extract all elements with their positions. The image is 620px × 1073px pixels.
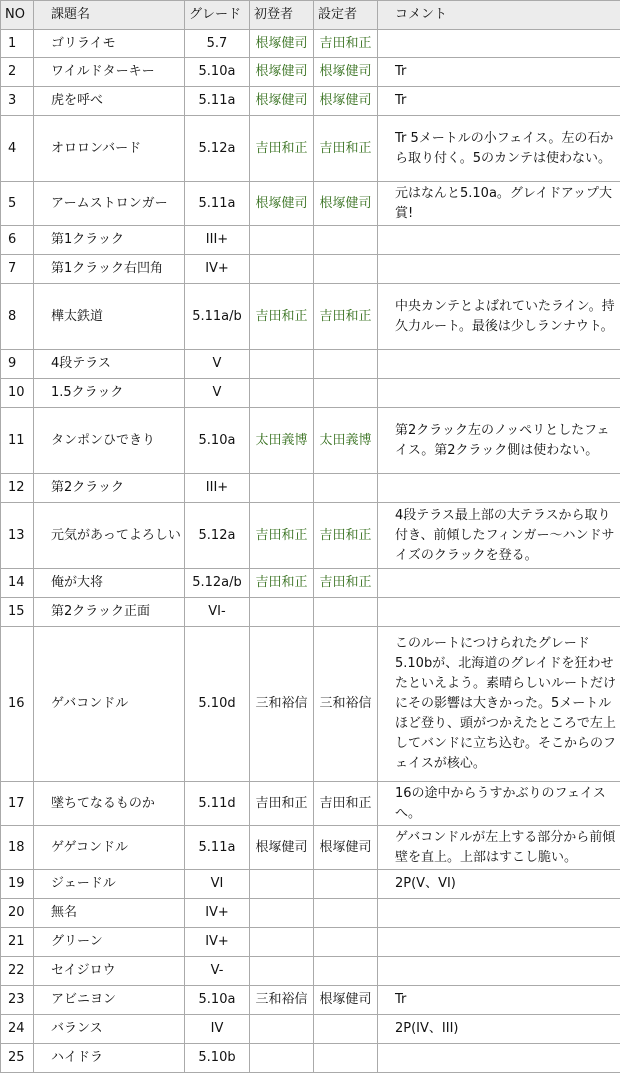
- route-name: バランス: [34, 1015, 185, 1044]
- route-grade: V: [185, 379, 250, 408]
- first-ascent: 吉田和正: [250, 782, 314, 826]
- first-ascent: [250, 1044, 314, 1073]
- table-row: [1, 474, 620, 503]
- route-name: タンポンひできり: [34, 408, 185, 474]
- route-grade: 5.11a: [185, 87, 250, 116]
- route-name: アビニヨン: [34, 986, 185, 1015]
- route-name: 第1クラック: [34, 226, 185, 255]
- route-number: 11: [1, 408, 34, 474]
- route-number: 19: [1, 870, 34, 899]
- route-number: 10: [1, 379, 34, 408]
- route-grade: III+: [185, 474, 250, 503]
- route-comment: [378, 1044, 620, 1073]
- route-comment: 第2クラック左のノッペリとしたフェイス。第2クラック側は使わない。: [378, 408, 620, 474]
- first-ascent: 根塚健司: [250, 182, 314, 226]
- route-number: 3: [1, 87, 34, 116]
- route-name: ゴリライモ: [34, 30, 185, 58]
- route-setter: 根塚健司: [314, 58, 378, 87]
- route-comment: [378, 255, 620, 284]
- route-name: 4段テラス: [34, 350, 185, 379]
- route-setter: [314, 255, 378, 284]
- route-comment: Tr: [378, 986, 620, 1015]
- route-setter: 吉田和正: [314, 782, 378, 826]
- route-comment: [378, 569, 620, 598]
- route-number: 7: [1, 255, 34, 284]
- table-row: [1, 928, 620, 957]
- table-row: [1, 284, 620, 350]
- route-comment: [378, 598, 620, 627]
- route-comment: [378, 899, 620, 928]
- route-grade: 5.12a: [185, 116, 250, 182]
- route-number: 17: [1, 782, 34, 826]
- first-ascent: 三和裕信: [250, 627, 314, 782]
- route-number: 24: [1, 1015, 34, 1044]
- route-number: 14: [1, 569, 34, 598]
- route-comment: [378, 957, 620, 986]
- table-row: [1, 782, 620, 826]
- route-name: セイジロウ: [34, 957, 185, 986]
- route-number: 22: [1, 957, 34, 986]
- route-setter: 吉田和正: [314, 284, 378, 350]
- route-number: 13: [1, 503, 34, 569]
- first-ascent: [250, 1015, 314, 1044]
- route-setter: [314, 957, 378, 986]
- route-grade: 5.10a: [185, 58, 250, 87]
- first-ascent: [250, 899, 314, 928]
- route-setter: [314, 1044, 378, 1073]
- route-number: 12: [1, 474, 34, 503]
- route-name: 第1クラック右凹角: [34, 255, 185, 284]
- route-grade: 5.11a: [185, 182, 250, 226]
- route-comment: [378, 474, 620, 503]
- route-number: 16: [1, 627, 34, 782]
- route-number: 25: [1, 1044, 34, 1073]
- route-setter: 吉田和正: [314, 503, 378, 569]
- route-number: 18: [1, 826, 34, 870]
- first-ascent: 太田義博: [250, 408, 314, 474]
- route-number: 5: [1, 182, 34, 226]
- route-name: 俺が大将: [34, 569, 185, 598]
- table-header-row: [1, 1, 620, 30]
- route-number: 6: [1, 226, 34, 255]
- route-comment: [378, 350, 620, 379]
- route-grade: VI-: [185, 598, 250, 627]
- route-number: 23: [1, 986, 34, 1015]
- route-comment: [378, 379, 620, 408]
- table-row: [1, 87, 620, 116]
- route-name: 樺太鉄道: [34, 284, 185, 350]
- route-setter: [314, 870, 378, 899]
- first-ascent: 吉田和正: [250, 503, 314, 569]
- route-number: 1: [1, 30, 34, 58]
- route-setter: 根塚健司: [314, 182, 378, 226]
- route-comment: 中央カンテとよばれていたライン。持久力ルート。最後は少しランナウト。: [378, 284, 620, 350]
- route-comment: 元はなんと5.10a。グレイドアップ大賞!: [378, 182, 620, 226]
- first-ascent: 根塚健司: [250, 826, 314, 870]
- first-ascent: [250, 870, 314, 899]
- table-row: [1, 116, 620, 182]
- table-row: [1, 957, 620, 986]
- table-row: [1, 408, 620, 474]
- route-grade: IV: [185, 1015, 250, 1044]
- route-name: ジェードル: [34, 870, 185, 899]
- route-setter: 根塚健司: [314, 826, 378, 870]
- route-comment: 2P(V、VI): [378, 870, 620, 899]
- col-header-setter: 設定者: [314, 1, 378, 30]
- table-row: [1, 870, 620, 899]
- route-number: 15: [1, 598, 34, 627]
- route-setter: [314, 1015, 378, 1044]
- table-row: [1, 350, 620, 379]
- table-row: [1, 1015, 620, 1044]
- col-header-name: 課題名: [34, 1, 185, 30]
- table-row: [1, 503, 620, 569]
- route-comment: [378, 30, 620, 58]
- route-number: 9: [1, 350, 34, 379]
- route-grade: 5.11a/b: [185, 284, 250, 350]
- route-comment: ゲバコンドルが左上する部分から前傾壁を直上。上部はすこし脆い。: [378, 826, 620, 870]
- route-number: 8: [1, 284, 34, 350]
- route-setter: 三和裕信: [314, 627, 378, 782]
- route-grade: 5.10d: [185, 627, 250, 782]
- route-comment: Tr: [378, 87, 620, 116]
- table-row: [1, 899, 620, 928]
- table-body: [1, 30, 620, 1073]
- table-row: [1, 826, 620, 870]
- first-ascent: 吉田和正: [250, 284, 314, 350]
- route-grade: IV+: [185, 928, 250, 957]
- route-setter: [314, 598, 378, 627]
- route-name: ワイルドターキー: [34, 58, 185, 87]
- route-name: ゲバコンドル: [34, 627, 185, 782]
- table-row: [1, 598, 620, 627]
- col-header-comment: コメント: [378, 1, 620, 30]
- table-row: [1, 569, 620, 598]
- route-grade: VI: [185, 870, 250, 899]
- table-row: [1, 1044, 620, 1073]
- first-ascent: 根塚健司: [250, 58, 314, 87]
- route-grade: 5.10a: [185, 408, 250, 474]
- route-grade: 5.10a: [185, 986, 250, 1015]
- route-number: 2: [1, 58, 34, 87]
- route-grade: 5.11d: [185, 782, 250, 826]
- route-grade: IV+: [185, 255, 250, 284]
- route-comment: 4段テラス最上部の大テラスから取り付き、前傾したフィンガー～ハンドサイズのクラックを登る。: [378, 503, 620, 569]
- route-setter: 吉田和正: [314, 569, 378, 598]
- route-grade: V-: [185, 957, 250, 986]
- route-name: 1.5クラック: [34, 379, 185, 408]
- route-setter: [314, 226, 378, 255]
- route-grade: 5.11a: [185, 826, 250, 870]
- table-row: [1, 182, 620, 226]
- route-name: アームストロンガー: [34, 182, 185, 226]
- table-row: [1, 379, 620, 408]
- route-setter: [314, 350, 378, 379]
- route-name: 第2クラック正面: [34, 598, 185, 627]
- table-row: [1, 226, 620, 255]
- first-ascent: [250, 957, 314, 986]
- route-setter: 根塚健司: [314, 986, 378, 1015]
- col-header-no: NO: [1, 1, 34, 30]
- route-number: 4: [1, 116, 34, 182]
- route-setter: 根塚健司: [314, 87, 378, 116]
- table-row: [1, 255, 620, 284]
- route-setter: [314, 379, 378, 408]
- first-ascent: 三和裕信: [250, 986, 314, 1015]
- first-ascent: [250, 226, 314, 255]
- route-number: 21: [1, 928, 34, 957]
- route-setter: [314, 474, 378, 503]
- first-ascent: [250, 928, 314, 957]
- first-ascent: 根塚健司: [250, 30, 314, 58]
- route-grade: 5.12a/b: [185, 569, 250, 598]
- first-ascent: 根塚健司: [250, 87, 314, 116]
- route-name: 元気があってよろしい: [34, 503, 185, 569]
- first-ascent: 吉田和正: [250, 569, 314, 598]
- route-grade: 5.12a: [185, 503, 250, 569]
- route-name: グリーン: [34, 928, 185, 957]
- first-ascent: 吉田和正: [250, 116, 314, 182]
- route-grade: V: [185, 350, 250, 379]
- first-ascent: [250, 598, 314, 627]
- route-setter: 吉田和正: [314, 116, 378, 182]
- first-ascent: [250, 379, 314, 408]
- route-comment: Tr: [378, 58, 620, 87]
- route-grade: 5.7: [185, 30, 250, 58]
- route-name: オロロンバード: [34, 116, 185, 182]
- first-ascent: [250, 350, 314, 379]
- route-number: 20: [1, 899, 34, 928]
- route-comment: Tr 5メートルの小フェイス。左の石から取り付く。5のカンテは使わない。: [378, 116, 620, 182]
- route-comment: 16の途中からうすかぶりのフェイスへ。: [378, 782, 620, 826]
- route-setter: 吉田和正: [314, 30, 378, 58]
- route-name: 虎を呼べ: [34, 87, 185, 116]
- table-row: [1, 30, 620, 58]
- route-name: 第2クラック: [34, 474, 185, 503]
- first-ascent: [250, 474, 314, 503]
- route-comment: [378, 928, 620, 957]
- route-setter: [314, 928, 378, 957]
- route-name: ハイドラ: [34, 1044, 185, 1073]
- table-row: [1, 58, 620, 87]
- col-header-grade: グレード: [185, 1, 250, 30]
- table-row: [1, 627, 620, 782]
- route-grade: IV+: [185, 899, 250, 928]
- route-name: 無名: [34, 899, 185, 928]
- route-comment: 2P(IV、III): [378, 1015, 620, 1044]
- table-row: [1, 986, 620, 1015]
- route-setter: [314, 899, 378, 928]
- route-name: 墜ちてなるものか: [34, 782, 185, 826]
- first-ascent: [250, 255, 314, 284]
- route-comment: [378, 226, 620, 255]
- route-comment: このルートにつけられたグレード5.10bが、北海道のグレイドを狂わせたといえよう。素晴らしいルートだけにその影響は大きかった。5メートルほど登り、頭がつかえたところで左上してバンドに立ち込む。そこからのフェイスが核心。: [378, 627, 620, 782]
- col-header-first-ascent: 初登者: [250, 1, 314, 30]
- route-setter: 太田義博: [314, 408, 378, 474]
- route-name: ゲゲコンドル: [34, 826, 185, 870]
- route-grade: 5.10b: [185, 1044, 250, 1073]
- route-grade: III+: [185, 226, 250, 255]
